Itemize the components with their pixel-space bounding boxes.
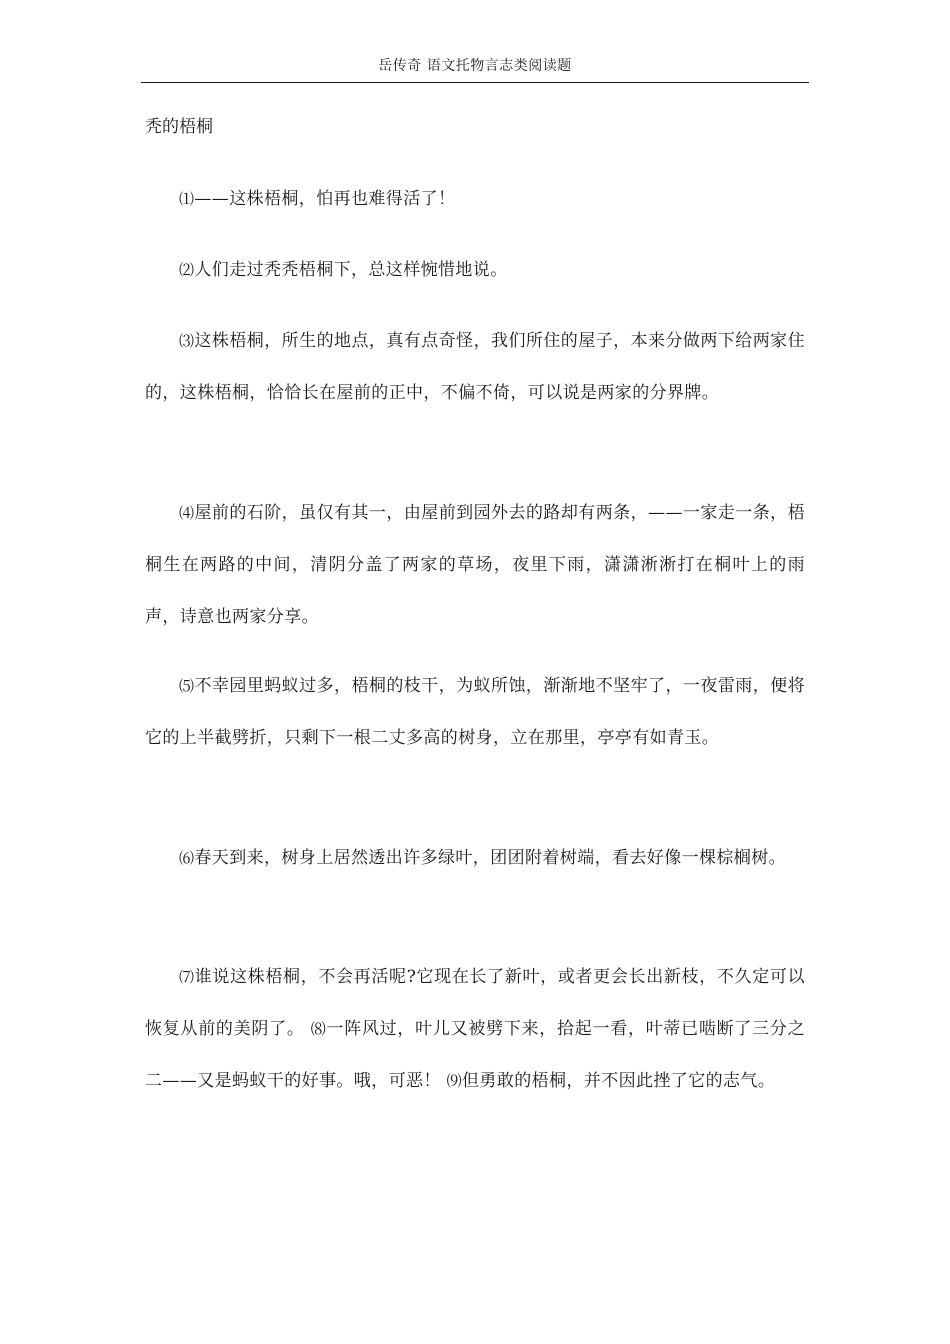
- header-divider: [141, 82, 809, 83]
- paragraph-number: ⑴: [179, 190, 195, 208]
- paragraph-text: 一阵风过，叶儿又被劈下来，拾起一看，叶蒂已啮断了三分之二——又是蚂蚁干的好事。哦，可恶！: [145, 1019, 805, 1091]
- paragraph-text: 人们走过秃秃梧桐下，总这样惋惜地说。: [194, 260, 508, 280]
- paragraph-5: [145, 660, 805, 764]
- paragraph-number: ⑸: [179, 677, 195, 695]
- paragraph-number: ⑺: [179, 968, 195, 986]
- paragraph-1: [145, 173, 805, 225]
- paragraph-number: ⑶: [179, 332, 195, 350]
- paragraph-2: [145, 244, 805, 296]
- paragraph-text: 不幸园里蚂蚁过多，梧桐的枝干，为蚁所蚀，渐渐地不坚牢了，一夜雷雨，便将它的上半截劈折，只剩下一根二丈多高的树身，立在那里，亭亭有如青玉。: [145, 676, 805, 748]
- article-title: 秃的梧桐: [145, 117, 213, 137]
- paragraph-text: ——这株梧桐，怕再也难得活了！: [194, 189, 456, 209]
- paragraph-text: 但勇敢的梧桐，并不因此挫了它的志气。: [462, 1071, 776, 1091]
- paragraph-text: 这株梧桐，所生的地点，真有点奇怪，我们所住的屋子，本来分做两下给两家住的，这株梧桐，恰恰长在屋前的正中，不偏不倚，可以说是两家的分界牌。: [145, 331, 805, 403]
- paragraph-text: 屋前的石阶，虽仅有其一，由屋前到园外去的路却有两条，——一家走一条，梧桐生在两路的中间，清阴分盖了两家的草场，夜里下雨，潇潇淅淅打在桐叶上的雨声，诗意也两家分享。: [145, 503, 805, 627]
- paragraph-text: 谁说这株梧桐，不会再活呢?它现在长了新叶，或者更会长出新枝，不久定可以恢复从前的美阴了。: [145, 967, 805, 1039]
- paragraph-4: [145, 487, 805, 643]
- paragraph-3: [145, 315, 805, 419]
- page-header: 岳传奇 语文托物言志类阅读题: [378, 58, 572, 74]
- paragraph-number: ⑵: [179, 261, 195, 279]
- paragraph-6: [145, 832, 805, 884]
- paragraph-7: [145, 951, 805, 1107]
- paragraph-number: ⑹: [179, 849, 195, 867]
- paragraph-number: ⑼: [446, 1072, 463, 1090]
- paragraph-number: ⑷: [179, 504, 195, 522]
- paragraph-text: 春天到来，树身上居然透出许多绿叶，团团附着树端，看去好像一棵棕榈树。: [194, 848, 787, 868]
- paragraph-number: ⑻: [310, 1020, 327, 1038]
